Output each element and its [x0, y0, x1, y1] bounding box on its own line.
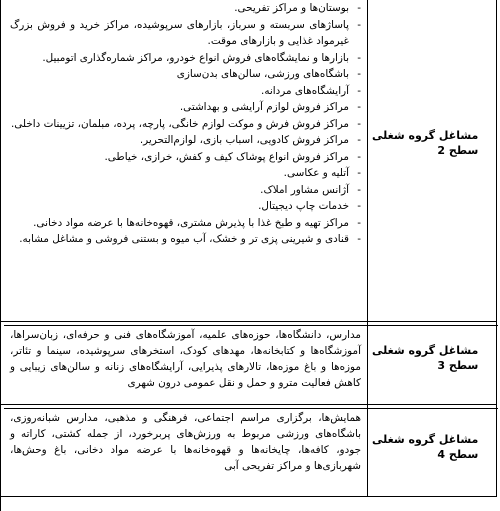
- level-4-description: همایش‌ها، برگزاری مراسم اجتماعی، فرهنگی و مذهبی، مدارس شبانه‌روزی، باشگاه‌های ورزشی مربوط به ورزش‌های پربرخورد، از جمله کشتی، کاراته و جودو، کافه‌ها، چایخانه‌ها و قهوه‌خانه‌ها با عرضه مواد دخانی، باغ وحش‌ها، شهربازی‌ها و مراکز تفریحی آبی: [10, 412, 361, 472]
- list-item: - بوستان‌ها و مراکز تفریحی.: [10, 0, 361, 17]
- level-2-bullet-list: [10, 0, 361, 248]
- row-label-level-2: [372, 128, 478, 158]
- list-item: - مراکز فروش فرش و موکت لوازم خانگی، پارچه، پرده، مبلمان، تزیینات داخلی.: [10, 116, 361, 133]
- level-label-text: سطح 4: [437, 448, 479, 461]
- list-item: - باشگاه‌های ورزشی، سالن‌های بدن‌سازی: [10, 66, 361, 83]
- level-label-text: سطح 2: [437, 144, 479, 157]
- table-border-left: [0, 0, 1, 511]
- list-item: - مراکز فروش کادویی، اسباب بازی، لوازم‌التحریر.: [10, 132, 361, 149]
- group-label-text: مشاغل گروه شغلی: [372, 433, 479, 446]
- level-label-text: سطح 3: [437, 359, 479, 372]
- cell-top-rule: [4, 408, 498, 409]
- cell-top-rule: [4, 325, 498, 326]
- list-item: - خدمات چاپ دیجیتال.: [10, 198, 361, 215]
- list-item: - قنادی و شیرینی پزی تر و خشک، آب میوه و بستنی فروشی و مشاغل مشابه.: [10, 231, 361, 248]
- group-label-text: مشاغل گروه شغلی: [372, 129, 479, 142]
- list-item: - مراکز تهیه و طبخ غذا با پذیرش مشتری، قهوه‌خانه‌ها با عرضه مواد دخانی.: [10, 215, 361, 232]
- row-divider-1: [0, 321, 497, 322]
- table-border-right: [496, 0, 497, 496]
- list-item: - مراکز فروش لوازم آرایشی و بهداشتی.: [10, 99, 361, 116]
- list-item: - بازارها و نمایشگاه‌های فروش انواع خودرو، مراکز شماره‌گذاری اتومبیل.: [10, 50, 361, 67]
- list-item: - آرایشگاه‌های مردانه.: [10, 83, 361, 100]
- list-item: - مراکز فروش انواع پوشاک کیف و کفش، خرازی، خیاطی.: [10, 149, 361, 166]
- row-label-level-4: [372, 432, 478, 462]
- list-item: - آژانس مشاور املاک.: [10, 182, 361, 199]
- column-divider: [367, 0, 368, 496]
- list-item: - آتلیه و عکاسی.: [10, 165, 361, 182]
- row-label-level-3: [372, 343, 478, 373]
- table-border-bottom: [0, 496, 497, 497]
- group-label-text: مشاغل گروه شغلی: [372, 344, 479, 357]
- level-3-description: مدارس، دانشگاه‌ها، حوزه‌های علمیه، آموزشگاه‌های فنی و حرفه‌ای، زبان‌سراها، آموزشگاه‌ها و کتابخانه‌ها، مهدهای کودک، استخرهای سرپوشیده، سینما و تئاتر، موزه‌ها و باغ موزه‌ها، تالارهای پذیرایی، آرایشگاه‌های زنانه و سالن‌های زیبایی و کاهش فعالیت مترو و حمل و نقل عمومی درون شهری: [10, 329, 361, 389]
- row-divider-2: [0, 404, 497, 405]
- list-item: - پاساژهای سربسته و سرباز، بازارهای سرپوشیده، مراکز خرید و فروش بزرگ غیرمواد غذایی و بازارهای موقت.: [10, 17, 361, 50]
